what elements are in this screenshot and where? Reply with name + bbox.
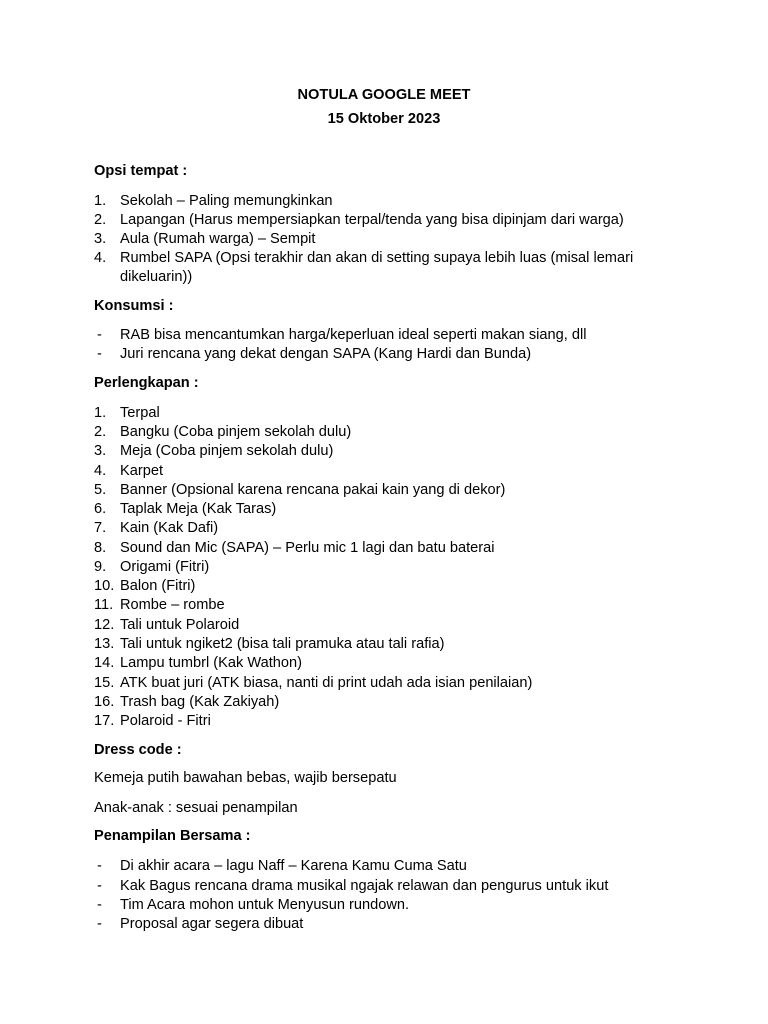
list-item-text: Kak Bagus rencana drama musikal ngajak relawan dan pengurus untuk ikut [120, 878, 609, 894]
list-marker: 2. [94, 424, 107, 440]
list-marker: - [97, 897, 102, 913]
list-item-text: Rumbel SAPA (Opsi terakhir dan akan di setting supaya lebih luas (misal lemari dikeluarin)) [120, 250, 634, 286]
list-item-text: Tali untuk ngiket2 (bisa tali pramuka atau tali rafia) [120, 636, 445, 652]
list-item-text: Lampu tumbrl (Kak Wathon) [120, 655, 302, 671]
list-item-text: Sound dan Mic (SAPA) – Perlu mic 1 lagi dan batu baterai [120, 540, 495, 556]
list-item-text: Rombe – rombe [120, 597, 225, 613]
list-marker: 17. [94, 713, 115, 729]
section-heading-dress-code: Dress code : [94, 742, 182, 758]
list-marker: 6. [94, 501, 107, 517]
list-marker: 9. [94, 559, 107, 575]
list-item-text: Origami (Fitri) [120, 559, 210, 575]
dress-code-line: Kemeja putih bawahan bebas, wajib bersepatu [94, 770, 397, 786]
list-item-text: Di akhir acara – lagu Naff – Karena Kamu Cuma Satu [120, 858, 467, 874]
list-marker: 2. [94, 212, 107, 228]
list-marker: 16. [94, 694, 115, 710]
list-marker: 3. [94, 231, 107, 247]
document-title: NOTULA GOOGLE MEET [297, 87, 471, 103]
list-marker: 15. [94, 675, 115, 691]
list-marker: 1. [94, 405, 107, 421]
list-marker: 14. [94, 655, 115, 671]
list-item-text: Taplak Meja (Kak Taras) [120, 501, 277, 517]
list-item-text: Bangku (Coba pinjem sekolah dulu) [120, 424, 352, 440]
section-heading-konsumsi: Konsumsi : [94, 298, 174, 314]
list-item-text: Terpal [120, 405, 160, 421]
list-item-text: Banner (Opsional karena rencana pakai kain yang di dekor) [120, 482, 506, 498]
list-item-text: Polaroid - Fitri [120, 713, 211, 729]
list-marker: - [97, 858, 102, 874]
list-marker: - [97, 916, 102, 932]
section-heading-penampilan-bersama: Penampilan Bersama : [94, 828, 251, 844]
list-item-text: RAB bisa mencantumkan harga/keperluan ideal seperti makan siang, dll [120, 327, 587, 343]
list-marker: 5. [94, 482, 107, 498]
list-item-text: Proposal agar segera dibuat [120, 916, 304, 932]
list-item-text: ATK buat juri (ATK biasa, nanti di print udah ada isian penilaian) [120, 675, 533, 691]
list-marker: 10. [94, 578, 115, 594]
document-date: 15 Oktober 2023 [327, 111, 441, 127]
list-marker: 8. [94, 540, 107, 556]
list-item-text: Trash bag (Kak Zakiyah) [120, 694, 280, 710]
list-marker: - [97, 878, 102, 894]
list-item-text: Tali untuk Polaroid [120, 617, 240, 633]
list-item-text: Meja (Coba pinjem sekolah dulu) [120, 443, 334, 459]
list-item-text: Lapangan (Harus mempersiapkan terpal/tenda yang bisa dipinjam dari warga) [120, 212, 624, 228]
list-marker: - [97, 346, 102, 362]
list-item-text: Sekolah – Paling memungkinkan [120, 193, 333, 209]
list-item-text: Kain (Kak Dafi) [120, 520, 219, 536]
list-item-text: Juri rencana yang dekat dengan SAPA (Kang Hardi dan Bunda) [120, 346, 532, 362]
section-heading-perlengkapan: Perlengkapan : [94, 375, 199, 391]
list-marker: 11. [94, 597, 114, 613]
list-item-text: Aula (Rumah warga) – Sempit [120, 231, 316, 247]
list-item-text: Karpet [120, 463, 163, 479]
list-marker: 4. [94, 250, 107, 266]
list-marker: 7. [94, 520, 107, 536]
section-heading-opsi-tempat: Opsi tempat : [94, 163, 188, 179]
list-marker: 3. [94, 443, 107, 459]
list-item-text: Balon (Fitri) [120, 578, 196, 594]
list-marker: 12. [94, 617, 115, 633]
dress-code-line: Anak-anak : sesuai penampilan [94, 800, 298, 816]
list-marker: 1. [94, 193, 107, 209]
list-marker: - [97, 327, 102, 343]
list-marker: 4. [94, 463, 107, 479]
list-item-text: Tim Acara mohon untuk Menyusun rundown. [120, 897, 410, 913]
list-marker: 13. [94, 636, 115, 652]
